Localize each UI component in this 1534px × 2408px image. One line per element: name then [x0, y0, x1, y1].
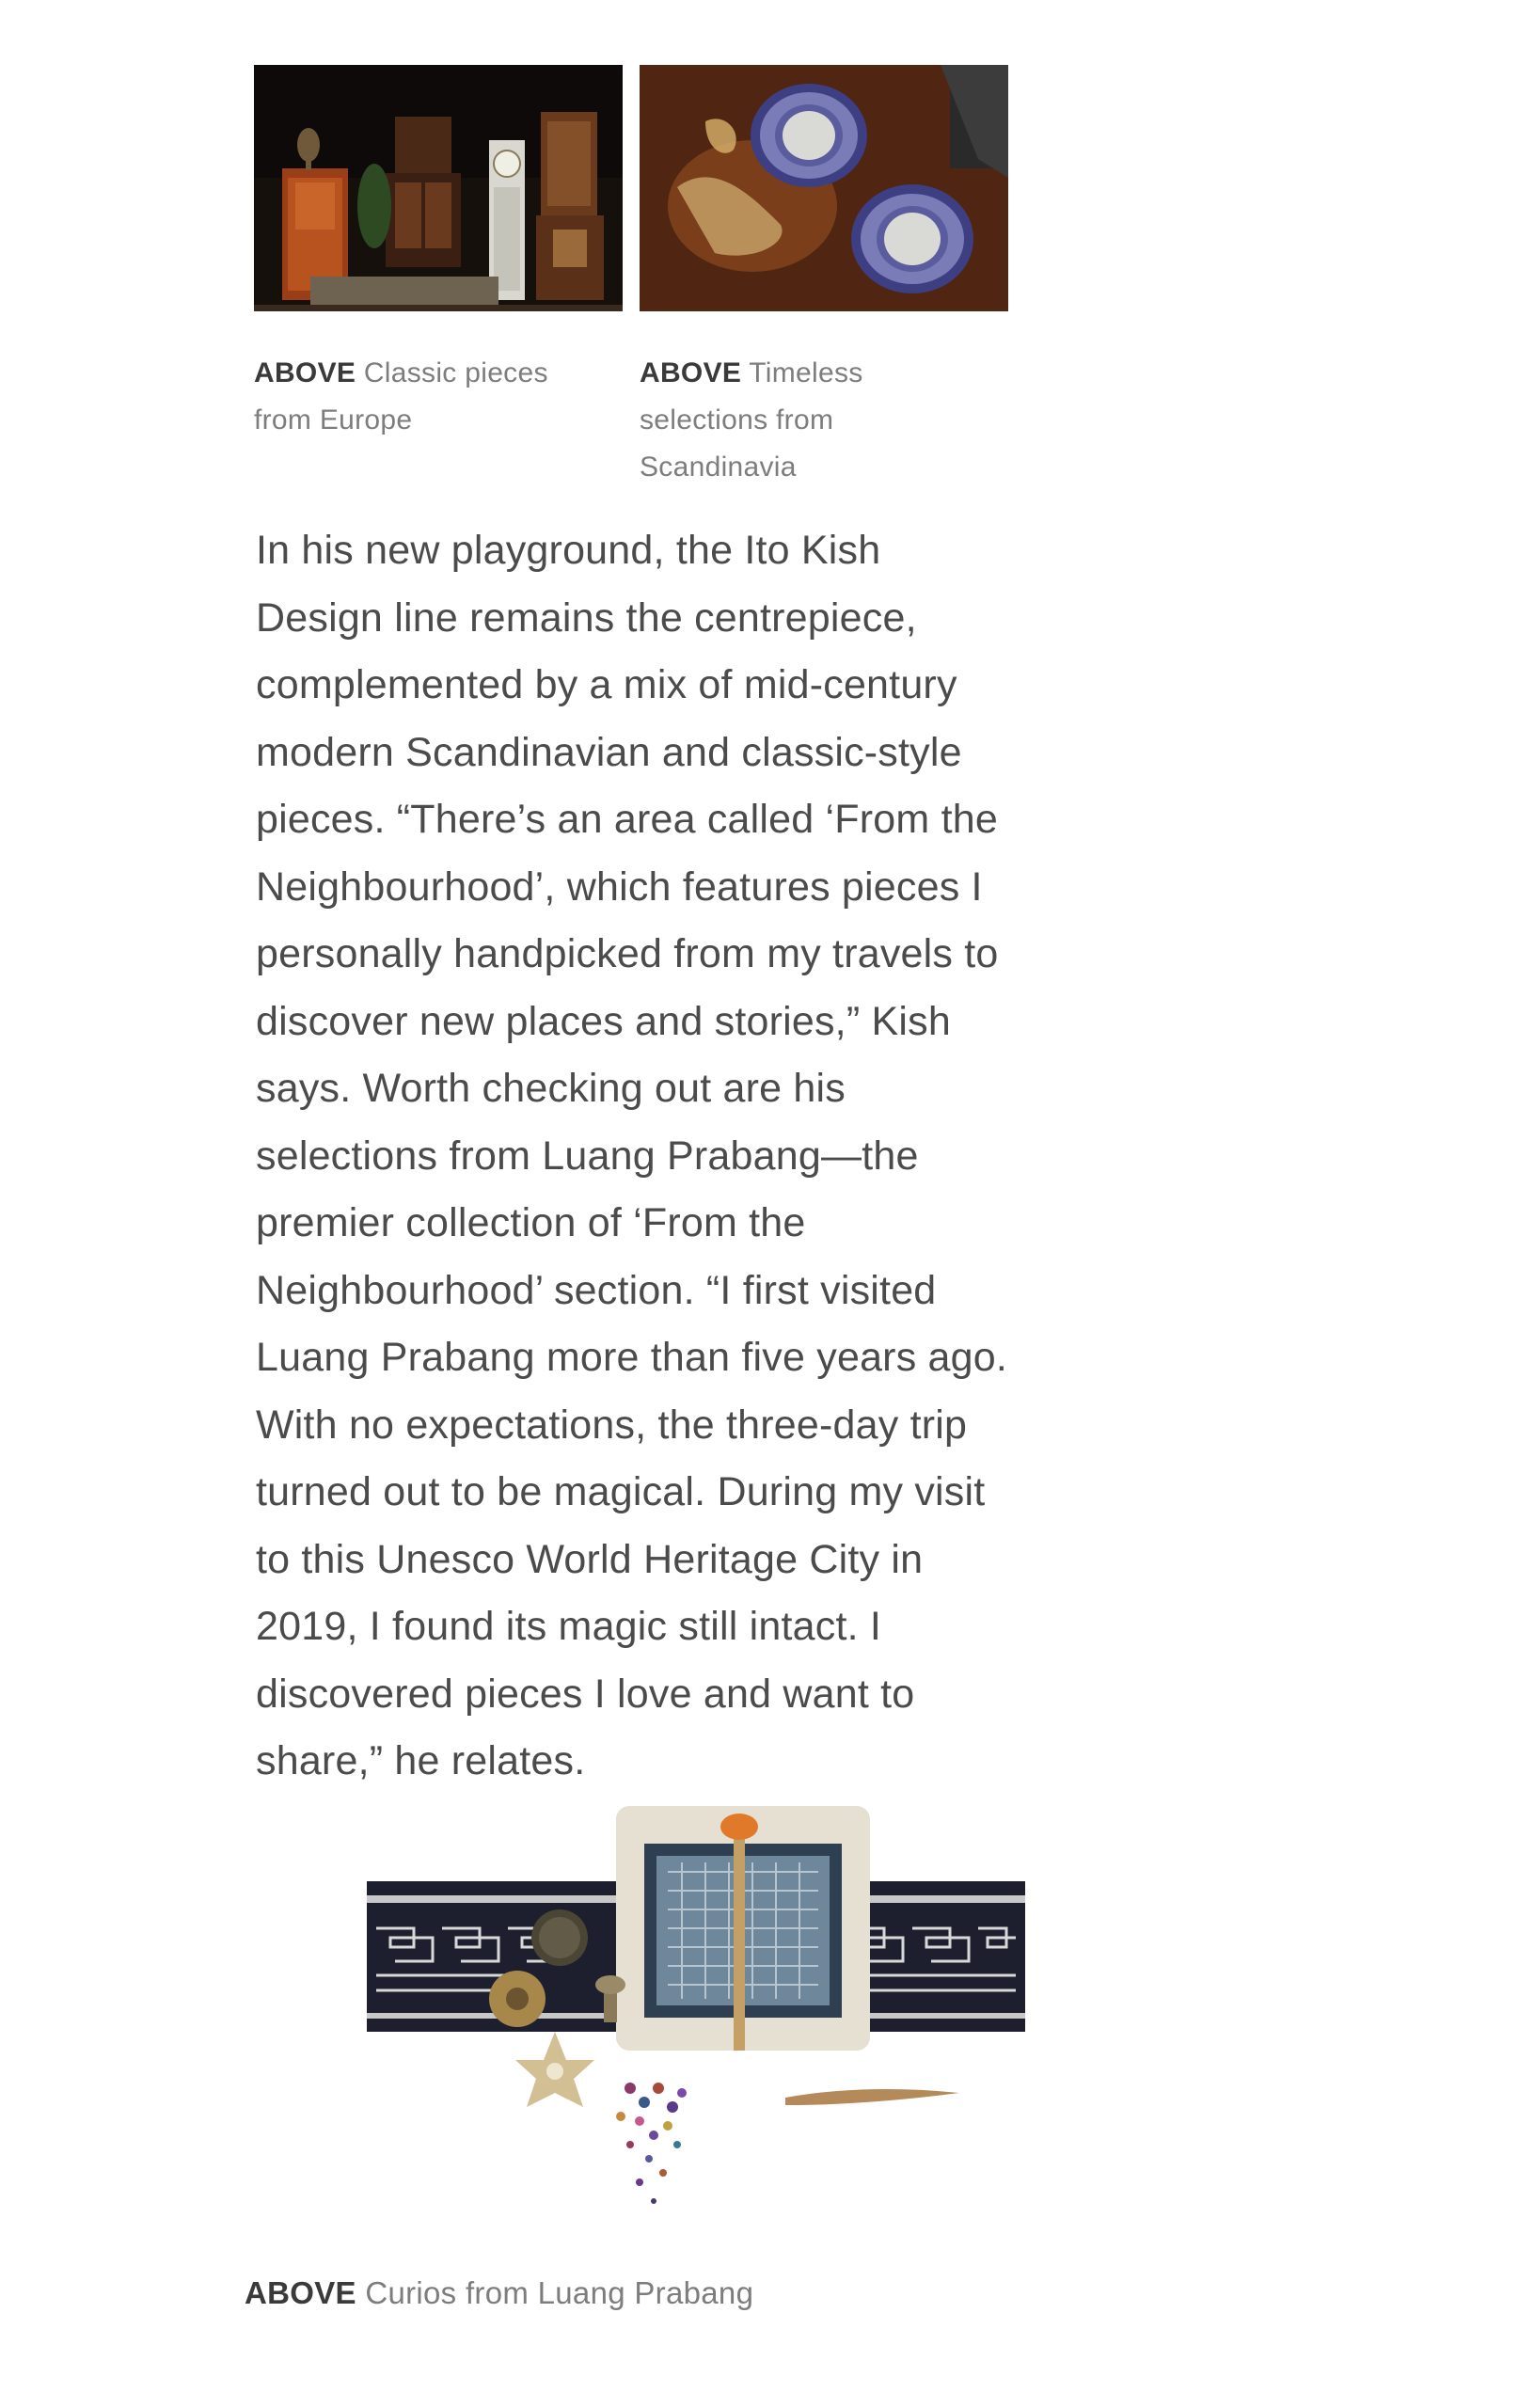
- article-body: [256, 517, 1065, 1796]
- article-line: complemented by a mix of mid-century: [256, 662, 957, 707]
- article-line: says. Worth checking out are his: [256, 1066, 846, 1111]
- scandinavia-teacups-photo: [640, 65, 1008, 311]
- article-line: to this Unesco World Heritage City in: [256, 1536, 924, 1582]
- article-line: Neighbourhood’ section. “I first visited: [256, 1267, 937, 1313]
- caption-text: Curios from Luang Prabang: [365, 2275, 754, 2310]
- article-line: modern Scandinavian and classic-style: [256, 729, 962, 775]
- article-line: turned out to be magical. During my visit: [256, 1469, 986, 1514]
- caption-label: ABOVE: [245, 2275, 356, 2310]
- curios-photo-caption: [245, 2270, 997, 2317]
- caption-text: Classic pieces: [363, 357, 548, 388]
- caption-text: Timeless: [749, 357, 863, 388]
- caption-text: Scandinavia: [640, 452, 797, 483]
- scandinavia-photo-caption: [640, 350, 922, 491]
- caption-text: selections from: [640, 404, 834, 436]
- article-line: 2019, I found its magic still intact. I: [256, 1604, 882, 1649]
- luang-prabang-curios-photo: [357, 1806, 1044, 2220]
- article-line: selections from Luang Prabang—the: [256, 1133, 919, 1179]
- article-line: With no expectations, the three-day trip: [256, 1402, 968, 1448]
- article-line: Luang Prabang more than five years ago.: [256, 1335, 1008, 1380]
- article-line: discovered pieces I love and want to: [256, 1671, 915, 1717]
- caption-label: ABOVE: [640, 357, 742, 388]
- caption-label: ABOVE: [254, 357, 356, 388]
- europe-photo-caption: [254, 350, 578, 444]
- article-line: In his new playground, the Ito Kish: [256, 528, 881, 573]
- caption-text: from Europe: [254, 404, 413, 436]
- article-line: premier collection of ‘From the: [256, 1200, 806, 1245]
- article-line: pieces. “There’s an area called ‘From the: [256, 797, 998, 842]
- europe-furniture-photo: [254, 65, 623, 311]
- article-line: share,” he relates.: [256, 1738, 586, 1783]
- article-line: discover new places and stories,” Kish: [256, 998, 951, 1044]
- article-line: Neighbourhood’, which features pieces I: [256, 863, 983, 910]
- article-line: personally handpicked from my travels to: [256, 931, 999, 976]
- article-line: Design line remains the centrepiece,: [256, 594, 917, 641]
